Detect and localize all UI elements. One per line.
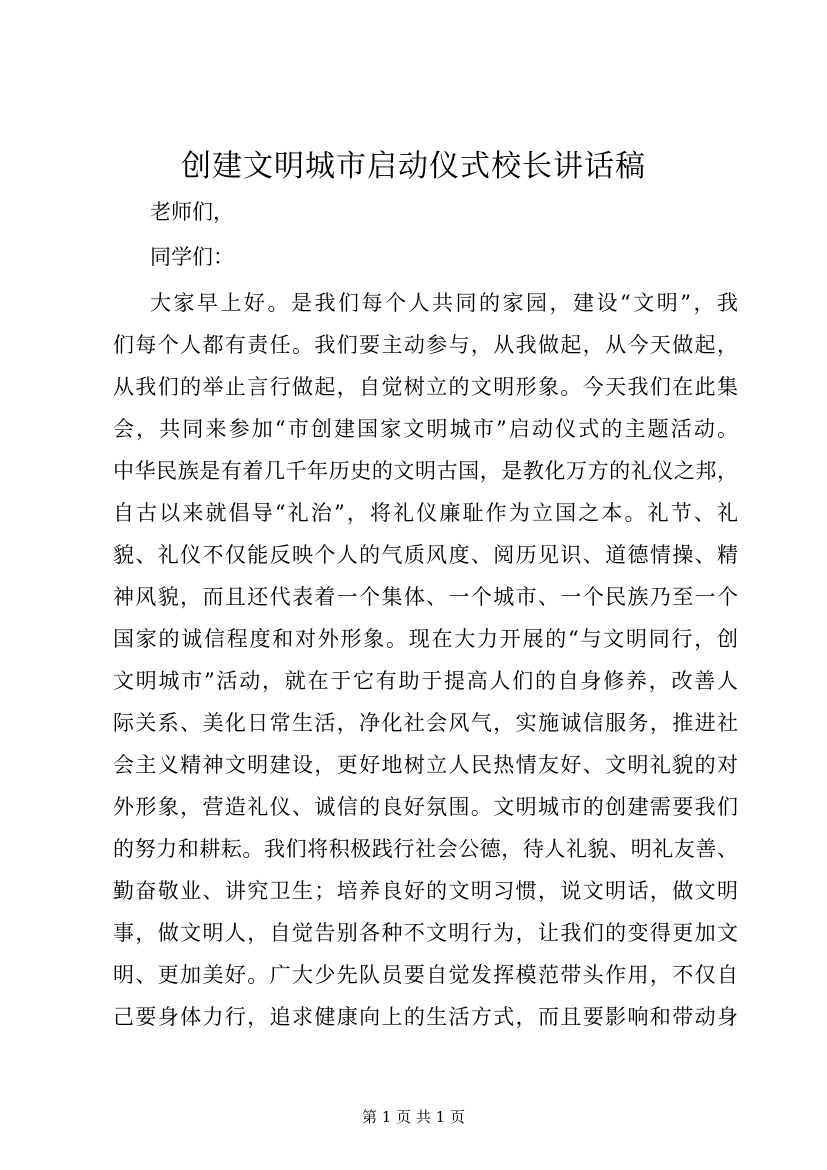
body-line: 外形象，营造礼仪、诚信的良好氛围。文明城市的创建需要我们 (113, 795, 738, 819)
body-line: 会主义精神文明建设，更好地树立人民热情友好、文明礼貌的对 (113, 753, 738, 777)
body-line: 貌、礼仪不仅能反映个人的气质风度、阅历见识、道德情操、精 (113, 543, 738, 567)
body-line: 大家早上好。是我们每个人共同的家园，建设“文明”，我 (150, 291, 738, 315)
salutation-teachers: 老师们， (150, 200, 234, 224)
body-line: 们每个人都有责任。我们要主动参与，从我做起，从今天做起， (113, 333, 738, 357)
body-line: 勤奋敬业、讲究卫生；培养良好的文明习惯，说文明话，做文明 (113, 879, 738, 903)
body-line: 明、更加美好。广大少先队员要自觉发挥模范带头作用，不仅自 (113, 963, 738, 987)
body-line: 的努力和耕耘。我们将积极践行社会公德，待人礼貌、明礼友善、 (113, 837, 738, 861)
body-line: 神风貌，而且还代表着一个集体、一个城市、一个民族乃至一个 (113, 585, 738, 609)
body-line: 自古以来就倡导“礼治”，将礼仪廉耻作为立国之本。礼节、礼 (113, 501, 738, 525)
body-line: 文明城市”活动，就在于它有助于提高人们的自身修养，改善人 (113, 669, 738, 693)
body-line: 中华民族是有着几千年历史的文明古国，是教化万方的礼仪之邦， (113, 459, 738, 483)
salutation-students: 同学们： (150, 245, 234, 269)
body-line: 国家的诚信程度和对外形象。现在大力开展的“与文明同行，创 (113, 627, 738, 651)
page-number: 第 1 页 共 1 页 (362, 1108, 465, 1126)
body-line: 从我们的举止言行做起，自觉树立的文明形象。今天我们在此集 (113, 375, 738, 399)
document-title: 创建文明城市启动仪式校长讲话稿 (181, 149, 646, 184)
body-line: 际关系、美化日常生活，净化社会风气，实施诚信服务，推进社 (113, 711, 738, 735)
body-line: 己要身体力行，追求健康向上的生活方式，而且要影响和带动身 (113, 1005, 738, 1029)
body-line: 事，做文明人，自觉告别各种不文明行为，让我们的变得更加文 (113, 921, 738, 945)
body-line: 会，共同来参加“市创建国家文明城市”启动仪式的主题活动。 (113, 417, 738, 441)
